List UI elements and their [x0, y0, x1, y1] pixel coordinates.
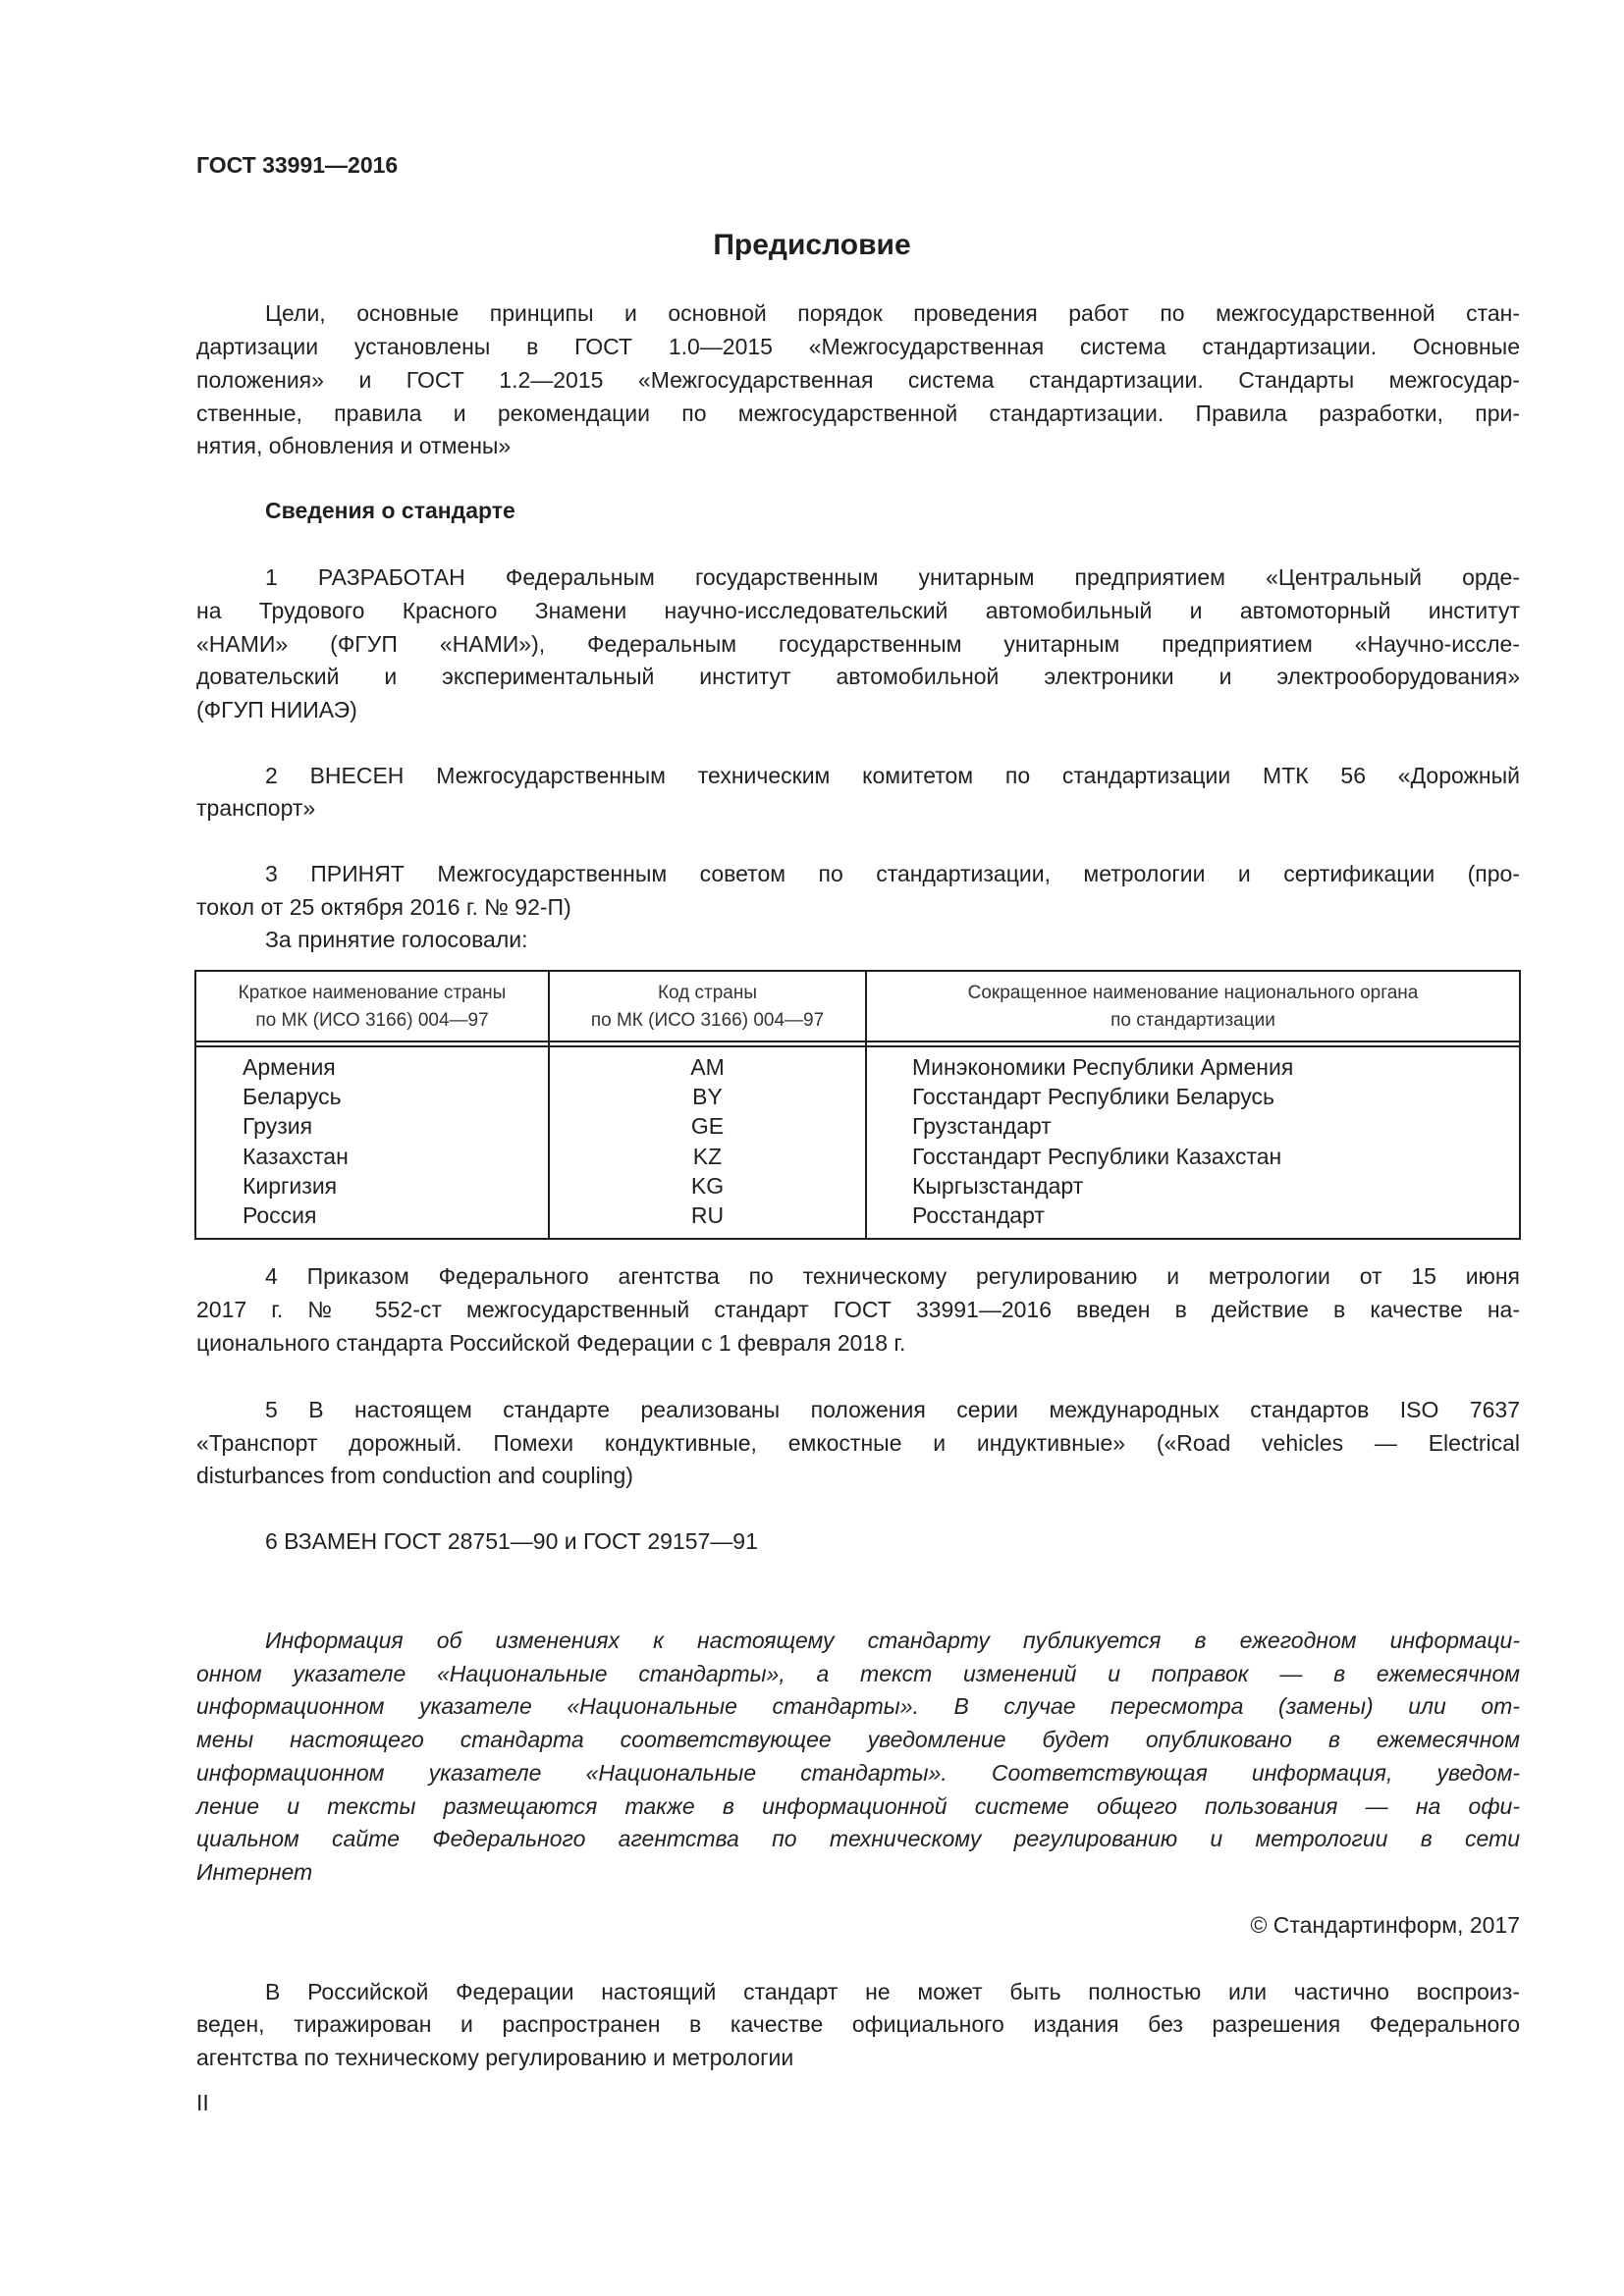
text-line: За принятие голосовали:	[265, 927, 528, 952]
column-header-authority	[867, 980, 1519, 1035]
text-line: В Российской Федерации настоящий стандарт не может быть полностью или частично воспроиз-	[265, 1979, 1520, 2004]
text-line: 2 ВНЕСЕН Межгосударственным техническим комитетом по стандартизации МТК 56 «Дорожный	[265, 763, 1520, 788]
column-header-country	[196, 980, 548, 1035]
authority-cell: Росстандарт	[912, 1202, 1045, 1228]
code-cell: AM	[690, 1054, 725, 1080]
text-line: токол от 25 октября 2016 г. № 92-П)	[196, 894, 571, 920]
text-line: 4 Приказом Федерального агентства по техническому регулированию и метрологии от 15 июня	[265, 1263, 1520, 1289]
text-line: довательский и экспериментальный институт автомобильной электроники и электрооборудования»	[196, 664, 1520, 689]
text-line: положения» и ГОСТ 1.2—2015 «Межгосударственная система стандартизации. Стандарты межгосудар-	[196, 367, 1520, 393]
voting-countries-table	[194, 970, 1521, 1240]
document-id-header: ГОСТ 33991—2016	[196, 152, 399, 178]
text-line: 5 В настоящем стандарте реализованы положения серии международных стандартов ISO 7637	[265, 1397, 1520, 1422]
country-cell: Киргизия	[243, 1173, 338, 1199]
text-line: (ФГУП НИИАЭ)	[196, 697, 357, 722]
text-line: мены настоящего стандарта соответствующее уведомление будет опубликовано в ежемесячном	[196, 1727, 1520, 1752]
section-heading: Сведения о стандарте	[265, 498, 515, 523]
header-line: Краткое наименование страны	[238, 983, 507, 1003]
header-divider	[196, 1041, 1519, 1042]
text-line: «Транспорт дорожный. Помехи кондуктивные, емкостные и индуктивные» («Road vehicles — Electrical	[196, 1430, 1520, 1456]
text-line: транспорт»	[196, 795, 316, 821]
text-line: «НАМИ» (ФГУП «НАМИ»), Федеральным государственным унитарным предприятием «Научно-иссле-	[196, 631, 1520, 657]
text-line: 1 РАЗРАБОТАН Федеральным государственным унитарным предприятием «Центральный орде-	[265, 564, 1520, 590]
country-cell: Казахстан	[243, 1144, 349, 1169]
text-line: ление и тексты размещаются также в информационной системе общего пользования — на офи-	[196, 1793, 1520, 1819]
header-divider	[196, 1045, 1519, 1047]
text-line: 2017 г. № 552-ст межгосударственный стандарт ГОСТ 33991—2016 введен в действие в качестве на-	[196, 1297, 1520, 1322]
text-line: Информация об изменениях к настоящему стандарту публикуется в ежегодном информаци-	[265, 1628, 1520, 1653]
authority-cell: Минэкономики Республики Армения	[912, 1054, 1294, 1080]
text-line: информационном указателе «Национальные стандарты». В случае пересмотра (замены) или от-	[196, 1693, 1520, 1719]
text-line: нятия, обновления и отмены»	[196, 433, 512, 458]
text-line: онном указателе «Национальные стандарты», а текст изменений и поправок — в ежемесячном	[196, 1661, 1520, 1686]
text-line: Интернет	[196, 1859, 313, 1885]
authority-cell: Госстандарт Республики Казахстан	[912, 1144, 1282, 1169]
code-cell: KG	[690, 1173, 725, 1199]
text-line: веден, тиражирован и распространен в качестве официального издания без разрешения Федерального	[196, 2011, 1520, 2037]
column-header-code	[550, 980, 865, 1035]
page-number: II	[196, 2090, 209, 2115]
code-cell: GE	[690, 1113, 725, 1139]
text-line: ственные, правила и рекомендации по межгосударственной стандартизации. Правила разработки, при-	[196, 400, 1520, 426]
text-line: циальном сайте Федерального агентства по техническому регулированию и метрологии в сети	[196, 1826, 1520, 1851]
header-line: по стандартизации	[1110, 1010, 1275, 1031]
country-cell: Армения	[243, 1054, 336, 1080]
text-line: агентства по техническому регулированию и метрологии	[196, 2045, 794, 2070]
country-cell: Беларусь	[243, 1084, 342, 1109]
authority-cell: Кыргызстандарт	[912, 1173, 1084, 1199]
text-line: disturbances from conduction and coupling)	[196, 1463, 633, 1488]
text-line: на Трудового Красного Знамени научно-исследовательский автомобильный и автомоторный институт	[196, 598, 1520, 623]
page-title: Предисловие	[713, 229, 911, 261]
code-cell: RU	[690, 1202, 725, 1228]
text-line: информационном указателе «Национальные стандарты». Соответствующая информация, уведом-	[196, 1760, 1520, 1786]
code-cell: KZ	[692, 1144, 723, 1169]
header-line: Сокращенное наименование национального органа	[967, 983, 1419, 1003]
text-line: дартизации установлены в ГОСТ 1.0—2015 «Межгосударственная система стандартизации. Основные	[196, 334, 1520, 359]
copyright-notice: © Стандартинформ, 2017	[1250, 1912, 1520, 1938]
code-cell: BY	[692, 1084, 723, 1109]
text-line: 3 ПРИНЯТ Межгосударственным советом по стандартизации, метрологии и сертификации (про-	[265, 861, 1520, 886]
header-line: Код страны	[657, 983, 758, 1003]
country-cell: Россия	[243, 1202, 317, 1228]
header-line: по МК (ИСО 3166) 004—97	[590, 1010, 825, 1031]
item-6-paragraph: 6 ВЗАМЕН ГОСТ 28751—90 и ГОСТ 29157—91	[265, 1528, 758, 1554]
header-line: по МК (ИСО 3166) 004—97	[255, 1010, 489, 1031]
authority-cell: Грузстандарт	[912, 1113, 1052, 1139]
text-line: ционального стандарта Российской Федерации с 1 февраля 2018 г.	[196, 1330, 906, 1356]
authority-cell: Госстандарт Республики Беларусь	[912, 1084, 1275, 1109]
text-line: Цели, основные принципы и основной порядок проведения работ по межгосударственной стан-	[265, 300, 1520, 326]
country-cell: Грузия	[243, 1113, 313, 1139]
